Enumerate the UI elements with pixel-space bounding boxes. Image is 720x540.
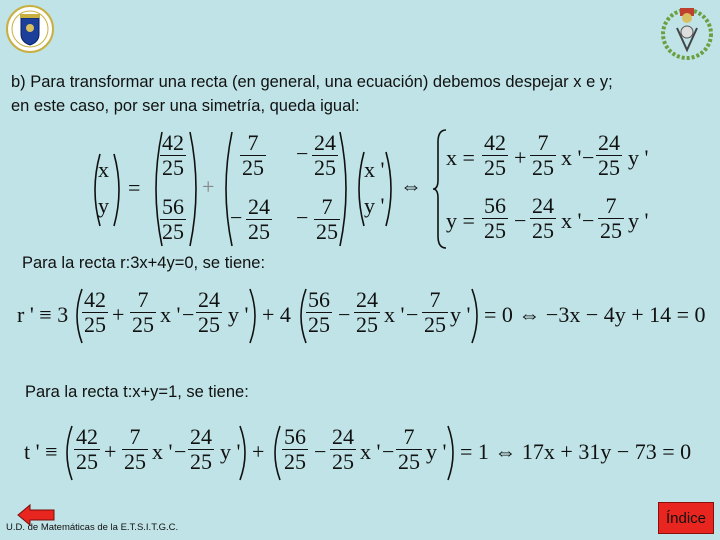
minus-sign: − <box>296 205 309 230</box>
minus-sign: − <box>514 208 527 233</box>
minus-sign: − <box>582 145 595 170</box>
minus-sign: − <box>582 208 595 233</box>
eq2-lhs: y = <box>446 208 475 233</box>
fraction: $\frac{42}{25}$ <box>484 130 506 180</box>
fraction: $\frac{24}{25}$ <box>314 130 336 180</box>
fraction: $\frac{7}{25}$ <box>424 287 446 337</box>
fraction: $\frac{7}{25}$ <box>242 130 264 180</box>
t-result: = 1 ⇔ 17x + 31y − 73 = 0 <box>460 439 692 464</box>
minus-sign: − <box>382 439 395 464</box>
intro-line-2: en este caso, por ser una simetría, queda igual: <box>11 97 360 115</box>
minus-sign: − <box>230 205 243 230</box>
x-prime: x ' <box>160 302 181 327</box>
eq1-lhs: x = <box>446 145 475 170</box>
y-prime: y ' <box>450 302 471 327</box>
plus-four: + 4 <box>262 302 291 327</box>
minus-sign: − <box>314 439 327 464</box>
intro-paragraph <box>11 70 711 118</box>
minus-sign: − <box>406 302 419 327</box>
fraction: $\frac{7}{25}$ <box>316 194 338 244</box>
left-paren <box>268 424 282 482</box>
index-button[interactable]: Índice <box>658 502 714 534</box>
fraction: $\frac{56}{25}$ <box>308 287 330 337</box>
right-paren <box>446 424 460 482</box>
right-paren <box>248 287 262 345</box>
y-prime: y ' <box>628 208 649 233</box>
fraction: $\frac{42}{25}$ <box>84 287 106 337</box>
fraction: $\frac{7}{25}$ <box>124 424 146 474</box>
fraction: $\frac{24}{25}$ <box>190 424 212 474</box>
university-crest-logo <box>6 5 54 53</box>
minus-sign: − <box>182 302 195 327</box>
right-paren <box>238 424 252 482</box>
vec-y-prime: y ' <box>364 193 385 218</box>
x-prime: x ' <box>152 439 173 464</box>
vec-x-prime: x ' <box>364 157 385 182</box>
fraction: $\frac{24}{25}$ <box>598 130 620 180</box>
footer-credit: U.D. de Matemáticas de la E.T.S.I.T.G.C. <box>6 522 179 533</box>
intro-line-1: b) Para transformar una recta (en general, una ecuación) debemos despejar x e y; <box>11 73 613 91</box>
fraction: $\frac{42}{25}$ <box>162 130 184 180</box>
fraction: $\frac{7}{25}$ <box>132 287 154 337</box>
vec-x: x <box>98 157 109 182</box>
line-t-label: Para la recta t:x+y=1, se tiene: <box>25 383 249 401</box>
line-r-label: Para la recta r:3x+4y=0, se tiene: <box>22 254 266 272</box>
left-paren <box>60 424 74 482</box>
fraction: $\frac{42}{25}$ <box>76 424 98 474</box>
plus-sign: + <box>112 302 125 327</box>
fraction: $\frac{24}{25}$ <box>248 194 270 244</box>
right-paren <box>384 150 398 228</box>
r-prime-lhs: r ' ≡ 3 <box>17 302 69 327</box>
fraction: $\frac{24}{25}$ <box>356 287 378 337</box>
fraction: $\frac{56}{25}$ <box>162 194 184 244</box>
y-prime: y ' <box>628 145 649 170</box>
school-emblem-logo <box>660 4 714 60</box>
left-paren <box>218 130 234 248</box>
vec-y: y <box>98 193 109 218</box>
y-prime: y ' <box>228 302 249 327</box>
fraction: $\frac{24}{25}$ <box>198 287 220 337</box>
plus-sign: + <box>202 174 215 199</box>
equals-sign: = <box>128 175 141 200</box>
plus-sign: + <box>104 439 117 464</box>
fraction: $\frac{7}{25}$ <box>600 193 622 243</box>
fraction: $\frac{24}{25}$ <box>332 424 354 474</box>
right-paren <box>470 287 484 345</box>
minus-sign: − <box>174 439 187 464</box>
fraction: $\frac{7}{25}$ <box>532 130 554 180</box>
fraction: $\frac{56}{25}$ <box>484 193 506 243</box>
minus-sign: − <box>338 302 351 327</box>
fraction: $\frac{24}{25}$ <box>532 193 554 243</box>
x-prime: x ' <box>561 145 582 170</box>
fraction: $\frac{56}{25}$ <box>284 424 306 474</box>
r-result: = 0 ⇔ −3x − 4y + 14 = 0 <box>484 302 706 327</box>
plus-sign: + <box>514 145 527 170</box>
right-paren <box>112 152 126 228</box>
y-prime: y ' <box>426 439 447 464</box>
fraction: $\frac{7}{25}$ <box>398 424 420 474</box>
plus-sign: + <box>252 439 265 464</box>
x-prime: x ' <box>384 302 405 327</box>
x-prime: x ' <box>360 439 381 464</box>
iff-arrow: ⇔ <box>400 173 422 198</box>
y-prime: y ' <box>220 439 241 464</box>
x-prime: x ' <box>561 208 582 233</box>
minus-sign: − <box>296 141 309 166</box>
t-prime-lhs: t ' ≡ <box>24 439 58 464</box>
